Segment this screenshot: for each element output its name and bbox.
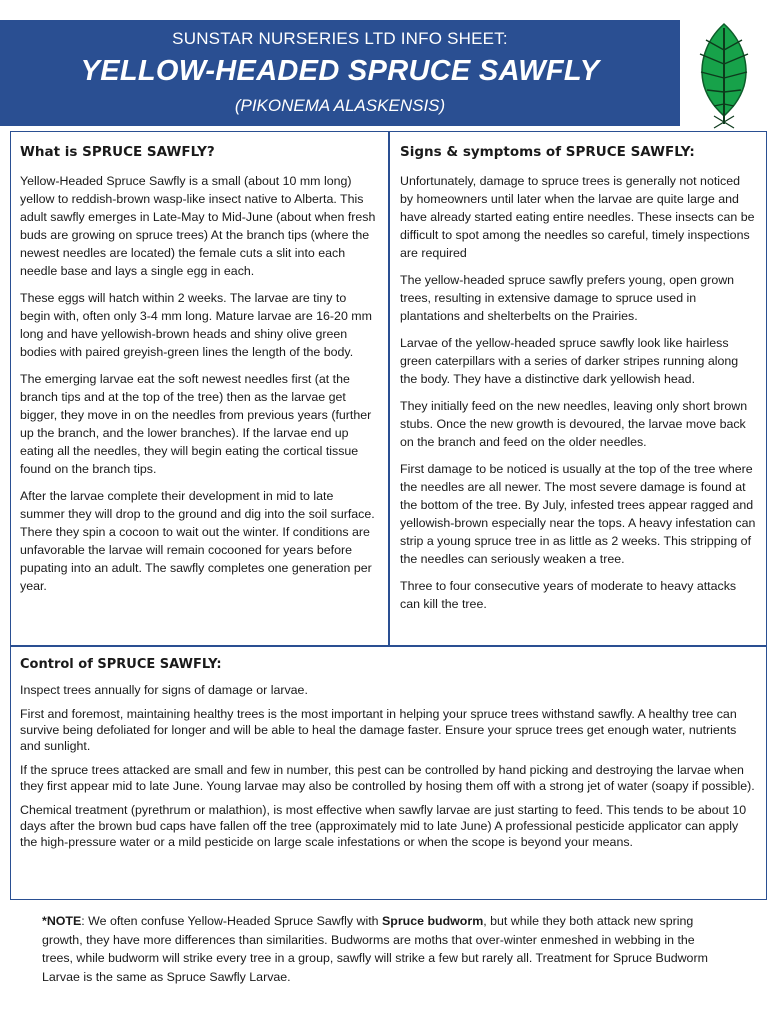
page-title: YELLOW-HEADED SPRUCE SAWFLY — [80, 55, 600, 87]
note-label: *NOTE — [42, 914, 82, 928]
signs-paragraph: They initially feed on the new needles, leaving only short brown stubs. Once the new growth is devoured, the larvae move back on the branch and feed on the older needles. — [400, 399, 748, 449]
signs-paragraph: Larvae of the yellow-headed spruce sawfly look like hairless green caterpillars with a series of darker stripes running along the body. They have a distinctive dark yellowish head. — [400, 336, 739, 386]
signs-paragraph: The yellow-headed spruce sawfly prefers young, open grown trees, resulting in extensive damage to spruce used in plantations and shelterbelts on the Prairies. — [400, 273, 735, 323]
signs-paragraph: First damage to be noticed is usually at the top of the tree where the needles are all newer. The most severe damage is found at the bottom of the tree. By July, infested trees appear ragged and yellowish-brown especially near the tops. A heavy infestation can strip a young spruce tree in as little as 2 weeks. This stripping of the needles can seriously weaken a tree. — [400, 462, 756, 566]
what-is-paragraph: These eggs will hatch within 2 weeks. The larvae are tiny to begin with, often only 3-4 mm long. Mature larvae are 16-20 mm long and have yellowish-brown heads and shiny olive green bodies with paired greyish-green lines the length of the body. — [20, 291, 372, 359]
control-section — [10, 646, 767, 900]
signs-heading: Signs & symptoms of SPRUCE SAWFLY: — [400, 144, 695, 160]
scientific-name: (PIKONEMA ALASKENSIS) — [234, 96, 446, 115]
what-is-paragraph: Yellow-Headed Spruce Sawfly is a small (about 10 mm long) yellow to reddish-brown wasp-like insect native to Alberta. This adult sawfly emerges in Late-May to Mid-June (about when fresh buds are growing on spruce trees) At the branch tips (where the newest needles are located) the female cuts a slit into each needle base and lays a single egg in each. — [20, 174, 376, 278]
control-paragraph: Chemical treatment (pyrethrum or malathion), is most effective when sawfly larvae are just starting to feed. This tends to be about 10 days after the brown bud caps have fallen off the tree (approximately mid to late June) A professional pesticide applicator can apply the high-pressure water or a mild pesticide on large scale infestations or when the scope is beyond your means. — [20, 803, 747, 849]
signs-paragraph: Three to four consecutive years of moderate to heavy attacks can kill the tree. — [400, 579, 737, 611]
note-text: , but while they both attack new spring growth, they have more differences than similarities. Budworms are moths that over-winter enmeshed in webbing in the trees, while budworm will strike every tree in a group, sawfly will strike a few but rarely all. Treatment for Spruce Budworm Larvae is the same as Spruce Sawfly Larvae. — [42, 914, 708, 984]
signs-section — [389, 131, 767, 646]
what-is-paragraph: After the larvae complete their development in mid to late summer they will drop to the ground and dig into the soil surface. There they spin a cocoon to wait out the winter. If conditions are unfavorable the larvae will remain cocooned for years before pupating into an adult. The sawfly completes one generation per year. — [20, 489, 375, 593]
what-is-paragraph: The emerging larvae eat the soft newest needles first (at the branch tips and at the top of the tree) then as the larvae get bigger, they move in on the needles from previous years (further up the branch, and the lower branches). If the larvae end up eating all the needles, they will begin eating the cortical tissue found on the branch tips. — [20, 372, 372, 476]
control-paragraph: First and foremost, maintaining healthy trees is the most important in helping your spruce trees withstand sawfly. A healthy tree can survive being defoliated for longer and will be able to heal the damage faster. Ensure your spruce trees get enough water, nutrients and sunlight. — [20, 707, 737, 753]
what-is-heading: What is SPRUCE SAWFLY? — [20, 144, 215, 160]
header-banner — [0, 20, 680, 126]
leaf-logo-icon — [684, 20, 764, 130]
signs-paragraph: Unfortunately, damage to spruce trees is generally not noticed by homeowners until later when the larvae are quite large and have already started eating entire needles. These insects can be difficult to spot among the needles so careful, timely inspections are required — [400, 174, 755, 260]
note-bold-term: Spruce budworm — [382, 914, 484, 928]
control-paragraph: If the spruce trees attacked are small and few in number, this pest can be controlled by hand picking and destroying the larvae when they first appear mid to late June. Young larvae may also be controlled by hosing them off with a strong jet of water (soapy if possible). — [20, 763, 755, 793]
control-paragraph: Inspect trees annually for signs of damage or larvae. — [20, 683, 308, 697]
note-paragraph — [42, 912, 728, 986]
what-is-section — [10, 131, 389, 646]
control-heading: Control of SPRUCE SAWFLY: — [20, 657, 222, 672]
note-text: : We often confuse Yellow-Headed Spruce Sawfly with — [81, 914, 383, 928]
org-name: SUNSTAR NURSERIES LTD INFO SHEET: — [172, 29, 508, 48]
